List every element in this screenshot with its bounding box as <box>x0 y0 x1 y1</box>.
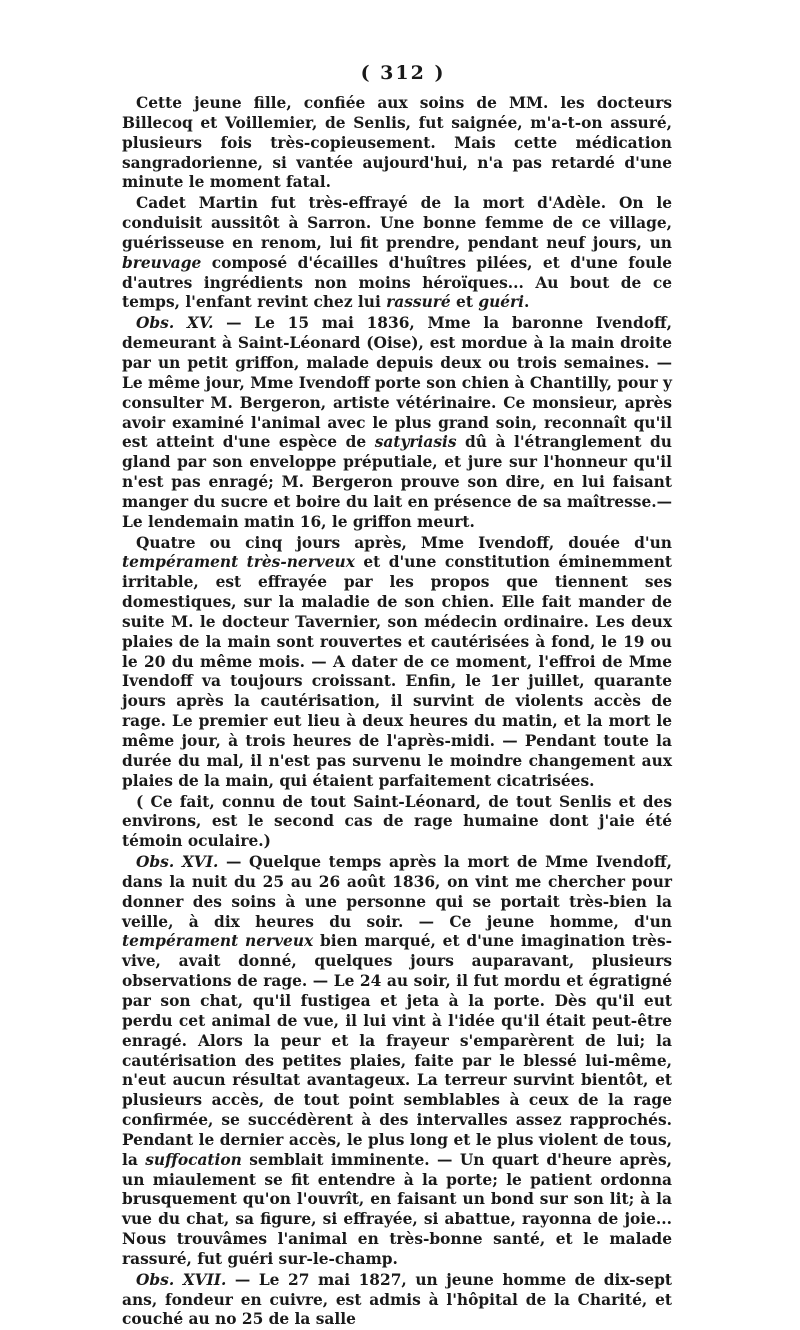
observation-xvii: Obs. XVII. — Le 27 mai 1827, un jeune homme de dix-sept ans, fondeur en cuivre, est admis à l'hôpital de la Charité, et couché au no 25 de la salle <box>122 1270 672 1329</box>
page-number: ( 312 ) <box>360 62 446 84</box>
paragraph-1: Cette jeune fille, confiée aux soins de MM. les docteurs Billecoq et Voillemier, de Senlis, fut saignée, m'a-t-on assuré, plusieurs fois très-copieusement. Mais cette médication sangradorienne, si vantée aujourd'hui, n'a pas retardé d'une minute le moment fatal. <box>122 94 672 192</box>
observation-label: Obs. XVII. <box>136 1270 227 1289</box>
observation-xv: Obs. XV. — Le 15 mai 1836, Mme la baronne Ivendoff, demeurant à Saint-Léonard (Oise), est mordue à la main droite par un petit griffon, malade depuis deux ou trois semaines. — Le même jour, Mme Ivendoff porte son chien à Chantilly, pour y consulter M. Bergeron, artiste vétérinaire. Ce monsieur, après avoir examiné l'animal avec le plus grand soin, reconnaît qu'il est atteint d'une espèce de satyriasis dû à l'étranglement du gland par son enveloppe préputiale, et jure sur l'honneur qu'il n'est pas enragé; M. Bergeron prouve son dire, en lui faisant manger du sucre et boire du lait en présence de sa maîtresse.— Le lendemain matin 16, le griffon meurt. <box>122 314 672 531</box>
observation-label: Obs. XVI. <box>136 853 219 872</box>
page-body <box>122 94 672 1330</box>
paragraph-5: ( Ce fait, connu de tout Saint-Léonard, de tout Senlis et des environs, est le second cas de rage humaine dont j'aie été témoin oculaire.) <box>122 792 672 851</box>
observation-label: Obs. XV. <box>136 314 214 333</box>
paragraph-4: Quatre ou cinq jours après, Mme Ivendoff, douée d'un tempérament très-nerveux et d'une constitution éminemment irritable, est effrayée par les propos que tiennent ses domestiques, sur la maladie de son chien. Elle fait mander de suite M. le docteur Tavernier, son médecin ordinaire. Les deux plaies de la main sont rouvertes et cautérisées à fond, le 19 ou le 20 du même mois. — A dater de ce moment, l'effroi de Mme Ivendoff va toujours croissant. Enfin, le 1er juillet, quarante jours après la cautérisation, il survint de violents accès de rage. Le premier eut lieu à deux heures du matin, et la mort le même jour, à trois heures de l'après-midi. — Pendant toute la durée du mal, il n'est pas survenu le moindre changement aux plaies de la main, qui étaient parfaitement cicatrisées. <box>122 533 672 790</box>
paragraph-2: Cadet Martin fut très-effrayé de la mort d'Adèle. On le conduisit aussitôt à Sarron. Une bonne femme de ce village, guérisseuse en renom, lui fit prendre, pendant neuf jours, un breuvage composé d'écailles d'huîtres pilées, et d'une foule d'autres ingrédients non moins héroïques... Au bout de ce temps, l'enfant revint chez lui rassuré et guéri. <box>122 194 672 312</box>
observation-xvi: Obs. XVI. — Quelque temps après la mort de Mme Ivendoff, dans la nuit du 25 au 26 août 1836, on vint me chercher pour donner des soins à une personne qui se portait très-bien la veille, à dix heures du soir. — Ce jeune homme, d'un tempérament nerveux bien marqué, et d'une imagination très-vive, avait donné, quelques jours auparavant, plusieurs observations de rage. — Le 24 au soir, il fut mordu et égratigné par son chat, qu'il fustigea et jeta à la porte. Dès qu'il eut perdu cet animal de vue, il lui vint à l'idée qu'il était peut-être enragé. Alors la peur et la frayeur s'emparèrent de lui; la cautérisation des petites plaies, faite par le blessé lui-même, n'eut aucun résultat avantageux. La terreur survint bientôt, et plusieurs accès, de tout point semblables à ceux de la rage confirmée, se succédèrent à des intervalles assez rapprochés. Pendant le dernier accès, le plus long et le plus violent de tous, la suffocation semblait imminente. — Un quart d'heure après, un miaulement se fit entendre à la porte; le patient ordonna brusquement qu'on l'ouvrît, en faisant un bond sur son lit; à la vue du chat, sa figure, si effrayée, si abattue, rayonna de joie... Nous trouvâmes l'animal en très-bonne santé, et le malade rassuré, fut guéri sur-le-champ. <box>122 853 672 1268</box>
